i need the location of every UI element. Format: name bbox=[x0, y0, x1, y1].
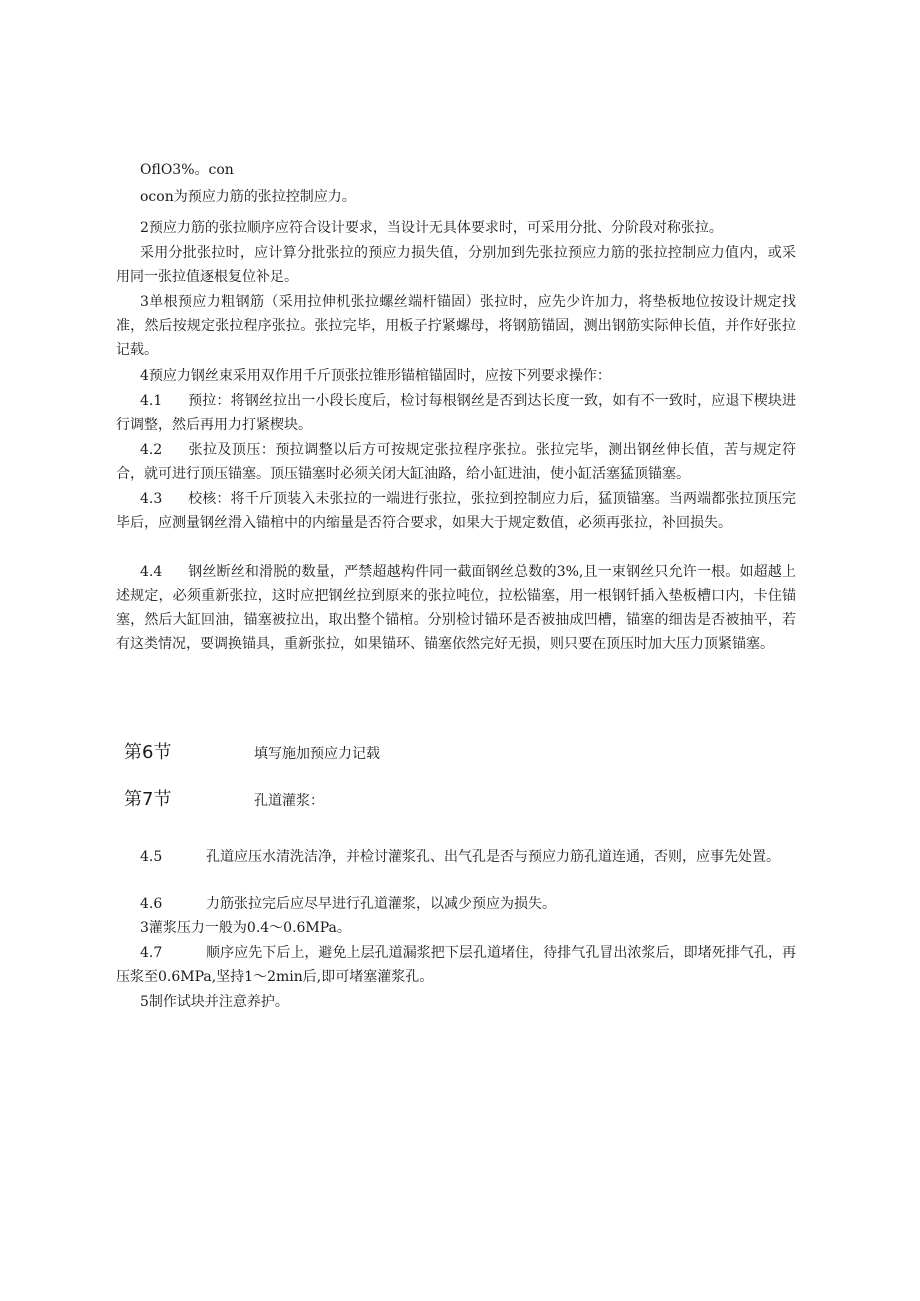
item-4-4 bbox=[116, 560, 796, 656]
item-4-3-number: 4.3 bbox=[140, 491, 163, 507]
item-4-4-number: 4.4 bbox=[140, 564, 163, 580]
item-4-1-text: 预拉：将钢丝拉出一小段长度后，检讨每根钢丝是否到达长度一致，如有不一致时，应退下楔块进行调整，然后再用力打紧楔块。 bbox=[116, 393, 796, 433]
item-4-3-text: 校核：将千斤顶装入未张拉的一端进行张拉，张拉到控制应力后，猛顶锚塞。当两端都张拉顶压完毕后，应测量钢丝滑入锚棺中的内缩量是否符合要求，如果大于规定数值，必须再张拉，补回损失。 bbox=[116, 491, 796, 531]
item-4-7-text: 顺序应先下后上，避免上层孔道漏浆把下层孔道堵住，待排气孔冒出浓浆后，即堵死排气孔，再压浆至0.6MPa,坚持1～2min后,即可堵塞灌浆孔。 bbox=[116, 945, 796, 985]
item-4-1 bbox=[116, 389, 796, 437]
formula-definition-text: ocon为预应力筋的张拉控制应力。 bbox=[140, 189, 356, 205]
item-4-4-text: 钢丝断丝和滑脱的数量，严禁超越构件同一截面钢丝总数的3%,且一束钢丝只允许一根。如超越上述规定，必须重新张拉，这时应把钢丝拉到原来的张拉吨位，拉松锚塞，用一根钢钎插入垫板槽口内，卡住锚塞，然后大缸回油，锚塞被拉出，取出整个锚棺。分别检讨锚环是否被抽成凹槽，锚塞的细齿是否被抽平，若有这类情况，要调换锚具，重新张拉，如果锚环、锚塞依然完好无损，则只要在顶压时加大压力顶紧锚塞。 bbox=[116, 564, 796, 652]
item-4-7 bbox=[116, 941, 796, 989]
grouting-pressure-text: 3灌浆压力一般为0.4～0.6MPa。 bbox=[140, 920, 351, 936]
item-4-2-text: 张拉及顶压：预拉调整以后方可按规定张拉程序张拉。张拉完毕，测出钢丝伸长值，苦与规定符合，就可进行顶压锚塞。顶压锚塞时必须关闭大缸油路，给小缸进油，使小缸活塞猛顶锚塞。 bbox=[116, 442, 796, 482]
item-4-6 bbox=[116, 892, 796, 916]
item-4-7-number: 4.7 bbox=[140, 945, 163, 961]
item-4-1-number: 4.1 bbox=[140, 393, 163, 409]
section-7-number: 第7节 bbox=[124, 789, 172, 810]
item-4-6-number: 4.6 bbox=[140, 896, 163, 912]
paragraph-3-text: 3单根预应力粗钢筋（采用拉伸机张拉螺丝端杆锚固）张拉时，应先少许加力，将垫板地位按设计规定找准，然后按规定张拉程序张拉。张拉完毕，用板子拧紧螺母，将钢筋锚固，测出钢筋实际伸长值，并作好张拉记载。 bbox=[116, 294, 796, 358]
item-4-2 bbox=[116, 438, 796, 486]
test-block-note bbox=[116, 990, 796, 1014]
section-7-title: 孔道灌浆： bbox=[254, 793, 324, 809]
item-4-3 bbox=[116, 487, 796, 535]
item-4-2-number: 4.2 bbox=[140, 442, 163, 458]
paragraph-2b bbox=[116, 241, 796, 289]
grouting-pressure bbox=[116, 916, 796, 940]
item-4-5 bbox=[116, 845, 796, 869]
test-block-note-text: 5制作试块并注意养护。 bbox=[140, 994, 289, 1010]
paragraph-2 bbox=[116, 216, 796, 240]
formula-text: OflO3%。con bbox=[140, 162, 234, 178]
paragraph-2b-text: 采用分批张拉时，应计算分批张拉的预应力损失值，分别加到先张拉预应力筋的张拉控制应力值内，或采用同一张拉值逐根复位补足。 bbox=[116, 245, 796, 285]
paragraph-4-text: 4预应力钢丝束采用双作用千斤顶张拉锥形锚棺锚固时，应按下列要求操作： bbox=[140, 368, 611, 384]
paragraph-3 bbox=[116, 290, 796, 362]
section-6-title: 填写施加预应力记载 bbox=[254, 746, 380, 762]
item-4-5-number: 4.5 bbox=[140, 849, 163, 865]
item-4-5-text: 孔道应压水清洗洁净，并检讨灌浆孔、出气孔是否与预应力筋孔道连通，否则，应事先处置。 bbox=[206, 849, 780, 865]
item-4-6-text: 力筋张拉完后应尽早进行孔道灌浆，以减少预应为损失。 bbox=[206, 896, 556, 912]
formula-definition bbox=[116, 185, 796, 209]
paragraph-4 bbox=[116, 364, 796, 388]
formula-line bbox=[116, 158, 796, 182]
section-6-number: 第6节 bbox=[124, 742, 172, 763]
paragraph-2-text: 2预应力筋的张拉顺序应符合设计要求，当设计无具体要求时，可采用分批、分阶段对称张拉。 bbox=[140, 220, 723, 236]
